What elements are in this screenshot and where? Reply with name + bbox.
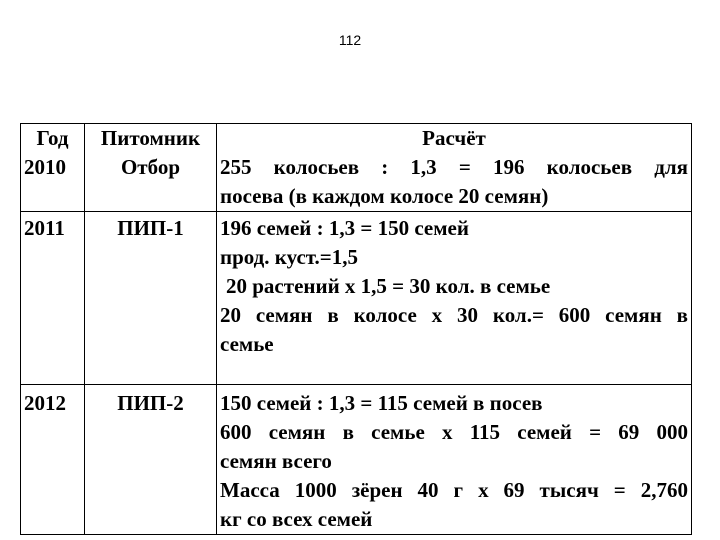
header-year: Год [21,124,85,154]
calculation-line: 20 семян в колосе х 30 кол.= 600 семян в [220,303,688,327]
calculation-cell [217,153,692,212]
calculation-line: семье [220,332,274,356]
calculation-cell [217,212,692,385]
year-cell: 2012 [21,385,85,535]
nursery-cell: ПИП-2 [85,385,217,535]
header-calculation: Расчёт [217,124,692,154]
table-header-row [21,124,692,154]
calculation-line: 600 семян в семье х 115 семей = 69 000 [220,420,688,444]
year-cell: 2011 [21,212,85,385]
calculation-line: прод. куст.=1,5 [220,245,358,269]
year-cell: 2010 [21,153,85,212]
calculation-line: 196 семей : 1,3 = 150 семей [220,216,469,240]
calculation-line: 20 растений х 1,5 = 30 кол. в семье [226,274,551,298]
table-row-2010 [21,153,692,212]
calculation-line: 150 семей : 1,3 = 115 семей в посев [220,391,543,415]
table-row-2011 [21,212,692,385]
calculation-line: кг со всех семей [220,507,373,531]
calculation-cell [217,385,692,535]
calculation-line: посева (в каждом колосе 20 семян) [220,184,549,208]
table-row-2012 [21,385,692,535]
header-nursery: Питомник [85,124,217,154]
page-number: 112 [338,32,362,48]
calculation-line: семян всего [220,449,332,473]
calculation-line: Масса 1000 зёрен 40 г х 69 тысяч = 2,760 [220,478,688,502]
nursery-cell: ПИП-1 [85,212,217,385]
calculation-line: 255 колосьев : 1,3 = 196 колосьев для [220,155,688,179]
nursery-cell: Отбор [85,153,217,212]
calculation-table [20,123,692,535]
